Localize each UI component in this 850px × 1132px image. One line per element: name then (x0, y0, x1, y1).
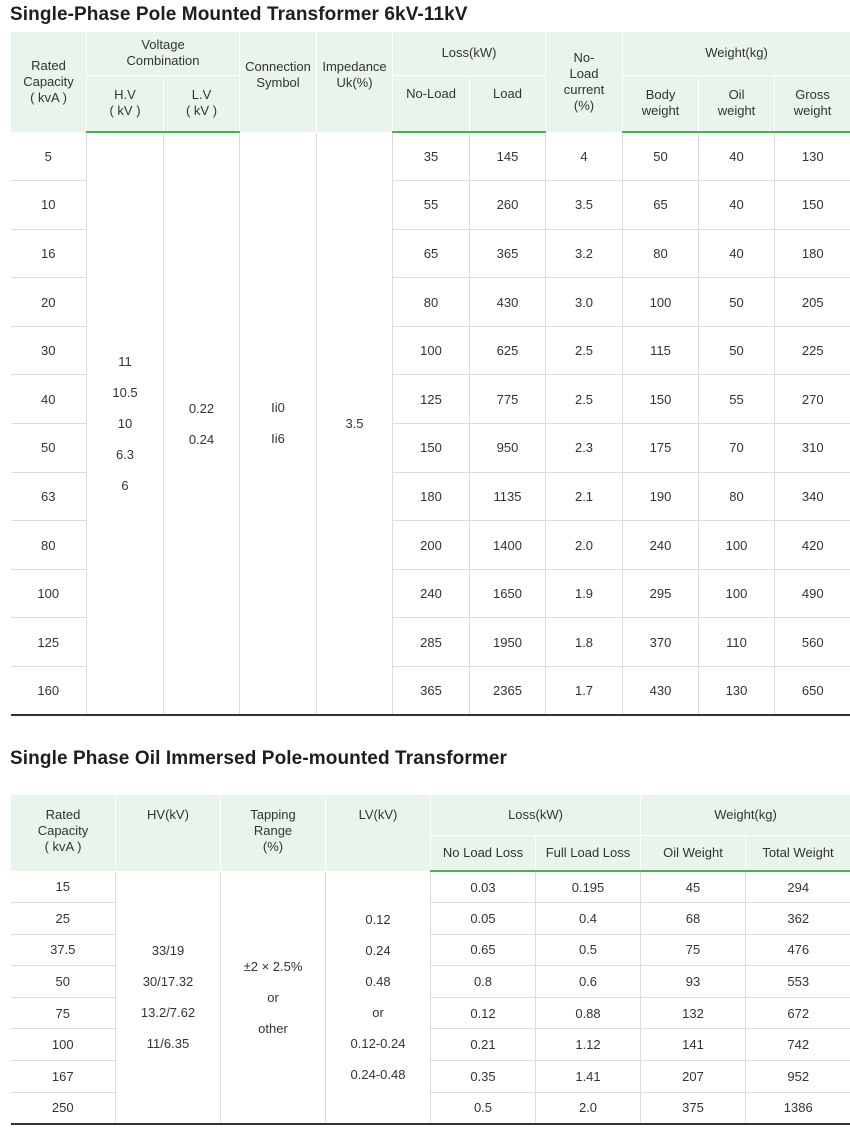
body-weight-cell: 430 (623, 667, 699, 716)
impedance-value-cell: 3.5 (317, 132, 393, 715)
load-cell: 1135 (470, 472, 546, 521)
table1-row (11, 132, 850, 181)
full-load-loss-cell: 0.5 (536, 934, 641, 966)
no-load-cell: 125 (393, 375, 470, 424)
capacity-cell: 250 (11, 1092, 116, 1124)
load-cell: 260 (470, 181, 546, 230)
header-no-load: No-Load (393, 75, 470, 132)
lv-values-cell: 0.12 0.24 0.48 or 0.12-0.24 0.24-0.48 (326, 871, 431, 1124)
no-load-current-cell: 1.7 (546, 667, 623, 716)
load-cell: 625 (470, 326, 546, 375)
no-load-current-cell: 3.5 (546, 181, 623, 230)
capacity-cell: 37.5 (11, 934, 116, 966)
no-load-loss-cell: 0.03 (431, 871, 536, 903)
capacity-cell: 100 (11, 1029, 116, 1061)
body-weight-cell: 80 (623, 229, 699, 278)
oil-weight-cell: 100 (699, 569, 775, 618)
body-weight-cell: 190 (623, 472, 699, 521)
no-load-loss-cell: 0.12 (431, 997, 536, 1029)
oil-weight-cell: 55 (699, 375, 775, 424)
t2-header-tapping-range: Tapping Range (%) (221, 795, 326, 871)
load-cell: 1650 (470, 569, 546, 618)
oil-weight-cell: 93 (641, 966, 746, 998)
oil-weight-cell: 132 (641, 997, 746, 1029)
gross-weight-cell: 150 (775, 181, 850, 230)
body-weight-cell: 115 (623, 326, 699, 375)
no-load-cell: 80 (393, 278, 470, 327)
capacity-cell: 125 (11, 618, 87, 667)
gross-weight-cell: 180 (775, 229, 850, 278)
body-weight-cell: 150 (623, 375, 699, 424)
no-load-loss-cell: 0.65 (431, 934, 536, 966)
no-load-cell: 365 (393, 667, 470, 716)
capacity-cell: 16 (11, 229, 87, 278)
connection-values-cell: Ii0 Ii6 (240, 132, 317, 715)
load-cell: 775 (470, 375, 546, 424)
capacity-cell: 40 (11, 375, 87, 424)
gross-weight-cell: 270 (775, 375, 850, 424)
t2-header-lv: LV(kV) (326, 795, 431, 871)
body-weight-cell: 295 (623, 569, 699, 618)
full-load-loss-cell: 2.0 (536, 1092, 641, 1124)
oil-weight-cell: 141 (641, 1029, 746, 1061)
no-load-cell: 55 (393, 181, 470, 230)
no-load-cell: 240 (393, 569, 470, 618)
no-load-loss-cell: 0.21 (431, 1029, 536, 1061)
total-weight-cell: 362 (746, 903, 850, 935)
oil-weight-cell: 40 (699, 132, 775, 181)
capacity-cell: 10 (11, 181, 87, 230)
t2-header-oil-weight: Oil Weight (641, 835, 746, 871)
hv-values-cell: 33/19 30/17.32 13.2/7.62 11/6.35 (116, 871, 221, 1124)
oil-weight-cell: 207 (641, 1061, 746, 1093)
header-gross-weight: Gross weight (775, 75, 850, 132)
capacity-cell: 63 (11, 472, 87, 521)
no-load-current-cell: 3.0 (546, 278, 623, 327)
total-weight-cell: 476 (746, 934, 850, 966)
full-load-loss-cell: 0.6 (536, 966, 641, 998)
hv-values-cell: 11 10.5 10 6.3 6 (87, 132, 164, 715)
total-weight-cell: 553 (746, 966, 850, 998)
capacity-cell: 15 (11, 871, 116, 903)
no-load-loss-cell: 0.35 (431, 1061, 536, 1093)
capacity-cell: 30 (11, 326, 87, 375)
body-weight-cell: 100 (623, 278, 699, 327)
header-connection-symbol: Connection Symbol (240, 32, 317, 132)
tapping-values-cell: ±2 × 2.5% or other (221, 871, 326, 1124)
no-load-current-cell: 2.1 (546, 472, 623, 521)
no-load-current-cell: 1.8 (546, 618, 623, 667)
oil-weight-cell: 70 (699, 424, 775, 473)
load-cell: 1400 (470, 521, 546, 570)
table1 (10, 32, 850, 716)
oil-weight-cell: 50 (699, 278, 775, 327)
capacity-cell: 50 (11, 424, 87, 473)
total-weight-cell: 1386 (746, 1092, 850, 1124)
no-load-cell: 180 (393, 472, 470, 521)
no-load-cell: 285 (393, 618, 470, 667)
capacity-cell: 100 (11, 569, 87, 618)
gross-weight-cell: 490 (775, 569, 850, 618)
full-load-loss-cell: 0.88 (536, 997, 641, 1029)
header-weight: Weight(kg) (623, 32, 850, 75)
header-hv: H.V ( kV ) (87, 75, 164, 132)
body-weight-cell: 240 (623, 521, 699, 570)
body-weight-cell: 65 (623, 181, 699, 230)
capacity-cell: 167 (11, 1061, 116, 1093)
oil-weight-cell: 375 (641, 1092, 746, 1124)
table2-row (11, 871, 850, 903)
t2-header-rated-capacity: Rated Capacity ( kvA ) (11, 795, 116, 871)
header-rated-capacity: Rated Capacity ( kvA ) (11, 32, 87, 132)
no-load-current-cell: 3.2 (546, 229, 623, 278)
gross-weight-cell: 310 (775, 424, 850, 473)
no-load-cell: 35 (393, 132, 470, 181)
gross-weight-cell: 340 (775, 472, 850, 521)
oil-weight-cell: 80 (699, 472, 775, 521)
load-cell: 145 (470, 132, 546, 181)
header-impedance: Impedance Uk(%) (317, 32, 393, 132)
capacity-cell: 5 (11, 132, 87, 181)
t2-header-full-load-loss: Full Load Loss (536, 835, 641, 871)
full-load-loss-cell: 1.12 (536, 1029, 641, 1061)
total-weight-cell: 294 (746, 871, 850, 903)
gross-weight-cell: 650 (775, 667, 850, 716)
table1-title: Single-Phase Pole Mounted Transformer 6kV-11kV (10, 4, 468, 25)
oil-weight-cell: 100 (699, 521, 775, 570)
body-weight-cell: 370 (623, 618, 699, 667)
no-load-loss-cell: 0.5 (431, 1092, 536, 1124)
header-voltage-combination: Voltage Combination (87, 32, 240, 75)
no-load-current-cell: 2.5 (546, 375, 623, 424)
oil-weight-cell: 40 (699, 229, 775, 278)
oil-weight-cell: 130 (699, 667, 775, 716)
load-cell: 2365 (470, 667, 546, 716)
full-load-loss-cell: 0.4 (536, 903, 641, 935)
gross-weight-cell: 130 (775, 132, 850, 181)
table2-title: Single Phase Oil Immersed Pole-mounted Transformer (10, 748, 508, 769)
full-load-loss-cell: 0.195 (536, 871, 641, 903)
t2-header-loss: Loss(kW) (431, 795, 641, 835)
total-weight-cell: 672 (746, 997, 850, 1029)
oil-weight-cell: 68 (641, 903, 746, 935)
gross-weight-cell: 205 (775, 278, 850, 327)
no-load-loss-cell: 0.8 (431, 966, 536, 998)
body-weight-cell: 175 (623, 424, 699, 473)
capacity-cell: 25 (11, 903, 116, 935)
oil-weight-cell: 40 (699, 181, 775, 230)
no-load-loss-cell: 0.05 (431, 903, 536, 935)
load-cell: 950 (470, 424, 546, 473)
capacity-cell: 75 (11, 997, 116, 1029)
oil-weight-cell: 75 (641, 934, 746, 966)
header-lv: L.V ( kV ) (164, 75, 240, 132)
t2-header-hv: HV(kV) (116, 795, 221, 871)
capacity-cell: 80 (11, 521, 87, 570)
full-load-loss-cell: 1.41 (536, 1061, 641, 1093)
t2-header-total-weight: Total Weight (746, 835, 850, 871)
no-load-cell: 150 (393, 424, 470, 473)
header-body-weight: Body weight (623, 75, 699, 132)
t2-header-weight: Weight(kg) (641, 795, 850, 835)
header-no-load-current: No- Load current (%) (546, 32, 623, 132)
no-load-current-cell: 1.9 (546, 569, 623, 618)
header-load: Load (470, 75, 546, 132)
body-weight-cell: 50 (623, 132, 699, 181)
gross-weight-cell: 225 (775, 326, 850, 375)
no-load-current-cell: 2.0 (546, 521, 623, 570)
oil-weight-cell: 45 (641, 871, 746, 903)
load-cell: 430 (470, 278, 546, 327)
load-cell: 1950 (470, 618, 546, 667)
no-load-current-cell: 2.3 (546, 424, 623, 473)
total-weight-cell: 742 (746, 1029, 850, 1061)
table2 (10, 795, 850, 1125)
capacity-cell: 50 (11, 966, 116, 998)
capacity-cell: 20 (11, 278, 87, 327)
no-load-current-cell: 4 (546, 132, 623, 181)
header-loss: Loss(kW) (393, 32, 546, 75)
total-weight-cell: 952 (746, 1061, 850, 1093)
gross-weight-cell: 560 (775, 618, 850, 667)
oil-weight-cell: 110 (699, 618, 775, 667)
t2-header-no-load-loss: No Load Loss (431, 835, 536, 871)
oil-weight-cell: 50 (699, 326, 775, 375)
no-load-current-cell: 2.5 (546, 326, 623, 375)
header-oil-weight: Oil weight (699, 75, 775, 132)
load-cell: 365 (470, 229, 546, 278)
gross-weight-cell: 420 (775, 521, 850, 570)
capacity-cell: 160 (11, 667, 87, 716)
no-load-cell: 200 (393, 521, 470, 570)
lv-values-cell: 0.22 0.24 (164, 132, 240, 715)
no-load-cell: 100 (393, 326, 470, 375)
no-load-cell: 65 (393, 229, 470, 278)
